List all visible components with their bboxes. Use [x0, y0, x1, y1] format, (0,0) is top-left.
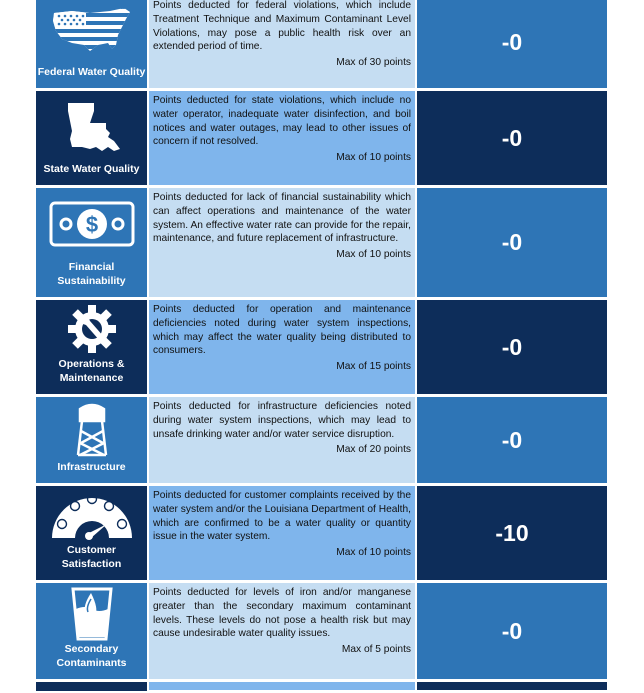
description-text: Points deducted for operation and maintenance deficiencies noted during water system inspections, which may affect the water quality being distributed to consumers. [153, 304, 411, 357]
max-points: Max of 5 points [341, 644, 411, 656]
description-cell [149, 397, 415, 483]
category-cell [36, 486, 147, 580]
score-value: -10 [415, 486, 607, 580]
table-row [36, 188, 607, 300]
category-label: Operations & Maintenance [58, 358, 125, 384]
description-cell [149, 583, 415, 679]
score-cell [415, 682, 607, 690]
description-text: Points deducted for lack of financial sustainability which can affect operations and maintenance of the water system. An effective water rate can provide for the repair, maintenance, and future replacement of infrastructure. [153, 192, 411, 245]
category-cell [36, 188, 147, 297]
max-points: Max of 20 points [336, 444, 411, 456]
description-cell [149, 188, 415, 297]
table-row [36, 300, 607, 397]
score-value: -0 [415, 0, 607, 88]
score-value: -0 [415, 583, 607, 679]
description-cell [149, 0, 415, 88]
description-text: Points deducted for state violations, which include no water operator, inadequate water disinfection, and boil notices and water outages, may lead to other issues of concern if not resolved. [153, 95, 411, 148]
table-row [36, 91, 607, 188]
description-cell [149, 682, 415, 690]
table-row [36, 486, 607, 583]
score-value: -0 [415, 397, 607, 483]
description-text: Points deducted for federal violations, which include Treatment Technique and Maximum Contaminant Level Violations, may pose a public health risk over an extended period of time. [153, 0, 411, 53]
description-text: Points deducted for customer complaints received by the water system and/or the Louisiana Department of Health, which are confirmed to be a water quality or quantity issue in the water system. [153, 490, 411, 543]
score-value: -0 [415, 91, 607, 185]
description-cell [149, 91, 415, 185]
satisfaction-gauge-icon [47, 490, 137, 540]
category-label: State Water Quality [43, 163, 140, 175]
score-value: -0 [415, 300, 607, 394]
description-cell [149, 300, 415, 394]
description-text: Points deducted for levels of iron and/or manganese greater than the secondary maximum contaminant levels. These levels do not pose a health risk but may cause undesirable water quality issues. [153, 587, 411, 640]
us-flag-map-icon [50, 5, 134, 57]
scorecard-table [36, 0, 607, 693]
description-text: Points deducted for infrastructure deficiencies noted during water system inspections, which may lead to unsafe drinking water and/or water service disruption. [153, 401, 411, 440]
max-points: Max of 15 points [336, 361, 411, 373]
max-points: Max of 10 points [336, 547, 411, 559]
description-cell [149, 486, 415, 580]
table-row [36, 583, 607, 682]
category-cell [36, 397, 147, 483]
max-points: Max of 10 points [336, 152, 411, 164]
score-value: -0 [415, 188, 607, 297]
table-row [36, 0, 607, 91]
category-label: Financial Sustainability [57, 261, 126, 287]
svg-text:$: $ [85, 212, 98, 237]
dollar-bill-icon [49, 201, 135, 247]
table-row-partial [36, 682, 607, 693]
category-cell [36, 583, 147, 679]
table-row [36, 397, 607, 486]
water-glass-icon [69, 585, 115, 641]
category-label: Customer Satisfaction [61, 544, 122, 570]
category-cell [36, 300, 147, 394]
category-cell [36, 0, 147, 88]
louisiana-map-icon [62, 99, 122, 155]
gear-wrench-icon [66, 303, 118, 355]
category-cell [36, 91, 147, 185]
category-cell [36, 682, 147, 691]
max-points: Max of 10 points [336, 249, 411, 261]
max-points: Max of 30 points [336, 57, 411, 69]
water-tower-icon [74, 401, 110, 457]
category-label: Secondary Contaminants [56, 643, 127, 669]
category-label: Infrastructure [57, 461, 126, 473]
category-label: Federal Water Quality [37, 66, 146, 78]
